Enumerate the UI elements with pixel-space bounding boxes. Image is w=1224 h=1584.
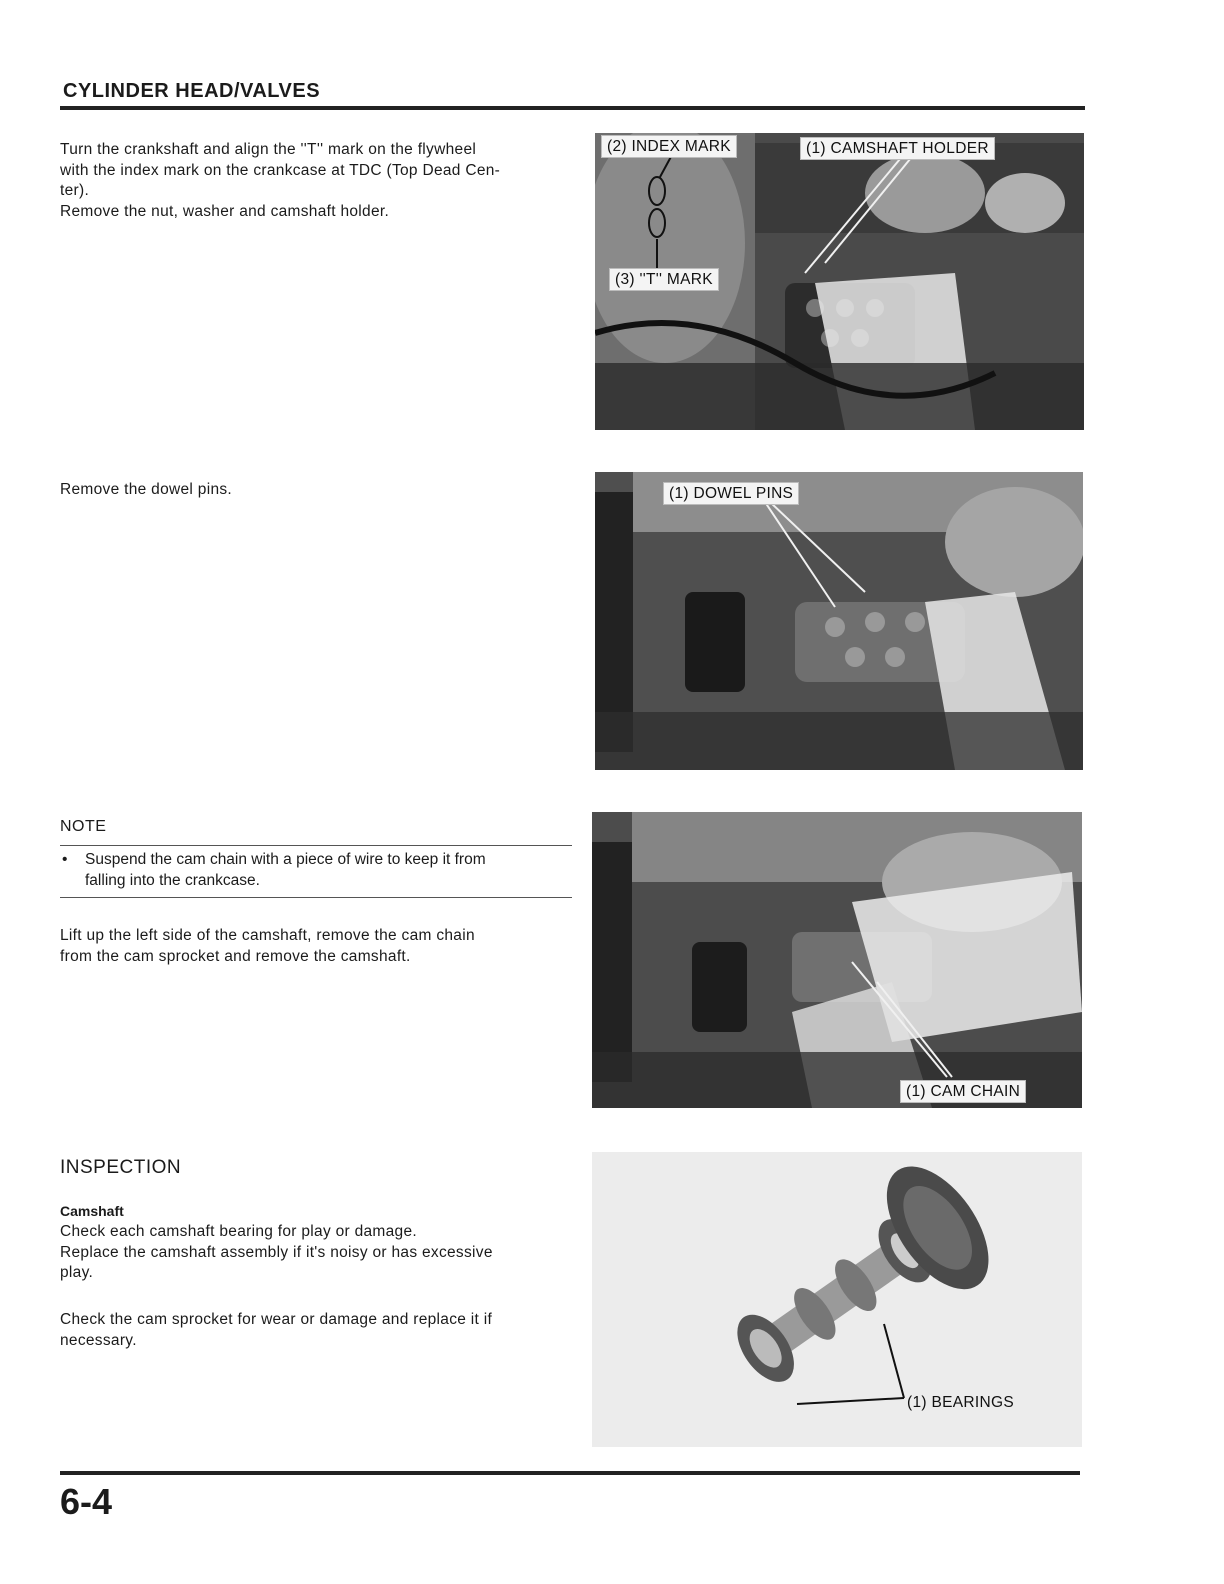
inspection-line: Replace the camshaft assembly if it's noisy or has excessive <box>60 1243 493 1261</box>
step3-line: Lift up the left side of the camshaft, remove the cam chain <box>60 927 475 944</box>
note-line-text: falling into the crankcase. <box>85 871 260 889</box>
inspection-line: play. <box>60 1264 94 1281</box>
inspection-heading: INSPECTION <box>60 1157 182 1178</box>
step1-line: Remove the nut, washer and camshaft holder. <box>60 202 390 220</box>
footer-rule <box>60 1471 1080 1475</box>
step2-text: Remove the dowel pins. <box>60 481 233 498</box>
note-item <box>60 850 575 891</box>
inspection-line: Check the cam sprocket for wear or damage and replace it if <box>60 1311 493 1328</box>
step1-line: ter). <box>60 182 90 199</box>
photo-bearings <box>592 1152 1082 1447</box>
callout-cam-chain: (1) CAM CHAIN <box>900 1080 1026 1103</box>
header-rule <box>60 106 1085 110</box>
inspection-para2 <box>60 1310 580 1351</box>
step3-text <box>60 926 580 967</box>
note-bottom-rule <box>60 897 572 898</box>
callout-bearings: (1) BEARINGS <box>907 1394 1014 1411</box>
photo-cam-chain-illustration <box>592 812 1082 1108</box>
step1-text <box>60 140 580 222</box>
callout-camshaft-holder: (1) CAMSHAFT HOLDER <box>800 137 995 160</box>
photo-camshaft-holder <box>595 133 1084 430</box>
callout-dowel-pins: (1) DOWEL PINS <box>663 482 799 505</box>
callout-t-mark: (3) ''T'' MARK <box>609 268 719 291</box>
callout-index-mark: (2) INDEX MARK <box>601 135 737 158</box>
note-top-rule <box>60 845 572 846</box>
page-number: 6-4 <box>60 1481 113 1522</box>
photo-dowel-pins-illustration <box>595 472 1083 770</box>
note-bullet: • <box>62 851 68 868</box>
photo-dowel-pins <box>595 472 1083 770</box>
step3-line: from the cam sprocket and remove the camshaft. <box>60 947 411 965</box>
photo-cam-chain <box>592 812 1082 1108</box>
inspection-para1 <box>60 1222 580 1284</box>
step1-line: with the index mark on the crankcase at TDC (Top Dead Cen- <box>60 161 501 179</box>
inspection-line: necessary. <box>60 1331 137 1349</box>
page-header-title: CYLINDER HEAD/VALVES <box>63 80 321 102</box>
step1-line: Turn the crankshaft and align the ''T'' mark on the flywheel <box>60 141 477 158</box>
note-title: NOTE <box>60 818 107 835</box>
camshaft-subheading: Camshaft <box>60 1203 124 1219</box>
inspection-line: Check each camshaft bearing for play or damage. <box>60 1223 418 1240</box>
note-line-text: Suspend the cam chain with a piece of wire to keep it from <box>85 851 486 868</box>
